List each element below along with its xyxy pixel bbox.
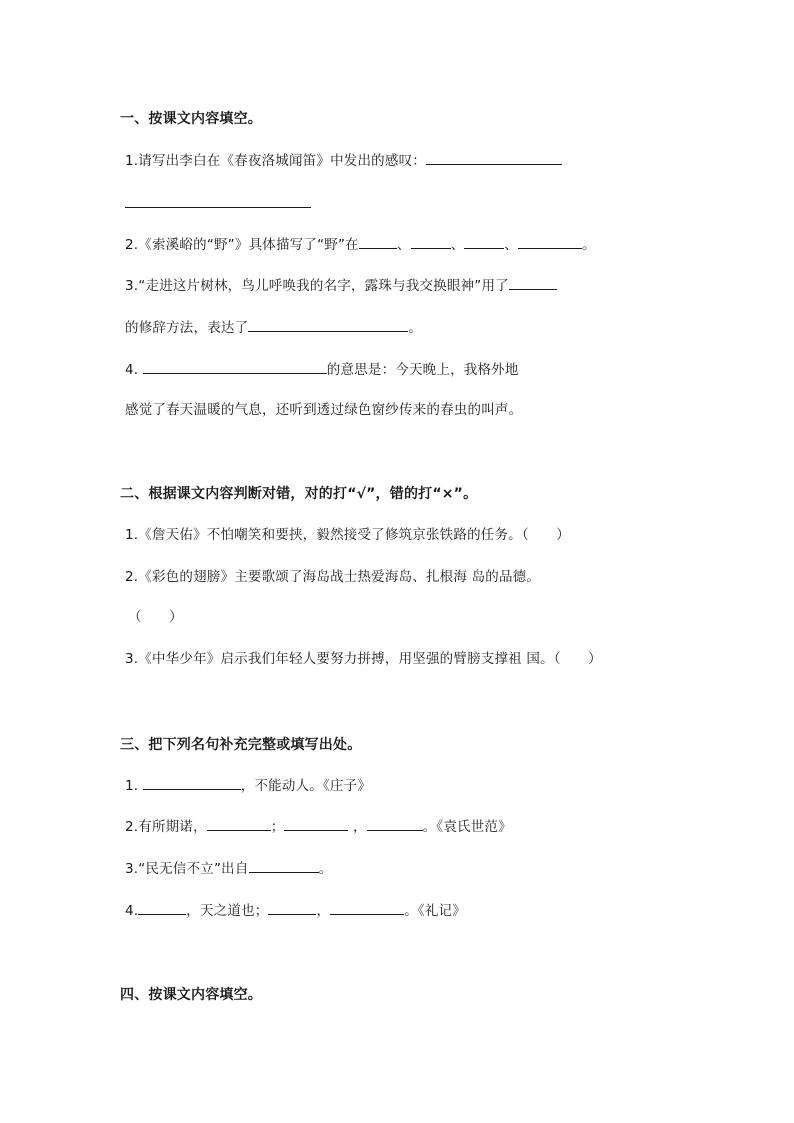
section3-heading: 三、把下列名句补充完整或填写出处。 [120, 737, 362, 753]
section1-q1 [125, 151, 562, 170]
answer-blank[interactable] [125, 207, 311, 208]
period: 。 [408, 320, 423, 336]
section2-q2: 2.《彩色的翅膀》主要歌颂了海岛战士热爱海岛、扎根海 岛的品德。 [125, 569, 541, 585]
answer-blank[interactable] [330, 901, 404, 915]
section2-heading: 二、根据课文内容判断对错，对的打“√”，错的打“×”。 [120, 486, 478, 502]
section3-q1-text: ，不能动人。《庄子》 [240, 778, 372, 794]
answer-blank[interactable] [268, 901, 316, 915]
answer-blank[interactable] [426, 151, 562, 165]
separator: 、 [396, 237, 411, 253]
answer-blank[interactable] [248, 318, 408, 332]
section1-q3-text: 3.“走进这片树林，鸟儿呼唤我的名字，露珠与我交换眼神”用了 [125, 278, 509, 294]
answer-blank[interactable] [464, 235, 504, 249]
section3-q3-text: 3.“民无信不立”出自 [125, 861, 249, 877]
section3-q4-text: ，天之道也； [186, 903, 269, 919]
section1-q2-text: 2.《索溪峪的“野”》具体描写了“野”在 [125, 237, 359, 253]
section3-q2-source: 。《袁氏世范》 [422, 819, 512, 835]
section4-heading: 四、按课文内容填空。 [120, 987, 262, 1003]
section1-q3-text2: 的修辞方法，表达了 [125, 320, 249, 336]
separator: 、 [504, 237, 518, 253]
answer-blank[interactable] [249, 859, 319, 873]
section3-q1 [125, 776, 371, 795]
section3-q2 [125, 817, 512, 836]
section1-q4-line2: 感觉了春天温暖的气息，还听到透过绿色窗纱传来的春虫的叫声。 [125, 402, 523, 418]
answer-blank[interactable] [143, 776, 241, 790]
question-number: 4. [125, 362, 143, 378]
period: 。 [318, 861, 333, 877]
section3-q4 [125, 901, 466, 920]
answer-blank[interactable] [518, 235, 582, 249]
section3-q2-text: 2.有所期诺， [125, 819, 207, 835]
separator: ， [316, 903, 331, 919]
separator: 、 [450, 237, 465, 253]
section1-q3-line2 [125, 318, 422, 337]
section2-q2-paren[interactable]: （ ） [128, 609, 183, 625]
section1-q2 [125, 235, 596, 254]
question-number: 4. [125, 903, 139, 919]
period: 。 [581, 237, 596, 253]
answer-blank[interactable] [367, 817, 423, 831]
answer-blank[interactable] [411, 235, 451, 249]
answer-blank[interactable] [207, 817, 271, 831]
answer-blank[interactable] [143, 360, 327, 374]
separator: ， [352, 819, 367, 835]
section3-q4-source: 。《礼记》 [404, 903, 466, 919]
answer-blank[interactable] [138, 901, 186, 915]
section2-q1: 1.《詹天佑》不怕嘲笑和要挟，毅然接受了修筑京张铁路的任务。（ ） [125, 527, 570, 543]
section2-q3: 3.《中华少年》启示我们年轻人要努力拼搏，用坚强的臂膀支撑祖 国。（ ） [125, 651, 602, 667]
section1-heading: 一、按课文内容填空。 [120, 111, 262, 127]
section1-q3 [125, 276, 557, 295]
answer-blank[interactable] [509, 276, 557, 290]
section1-q4-text: 的意思是：今天晚上，我格外地 [326, 362, 519, 378]
section1-q4 [125, 360, 519, 379]
section3-q3 [125, 859, 332, 878]
separator: ； [270, 819, 285, 835]
question-number: 1. [125, 778, 143, 794]
answer-blank[interactable] [359, 235, 397, 249]
answer-blank[interactable] [284, 817, 348, 831]
section1-q1-text: 1.请写出李白在《春夜洛城闻笛》中发出的感叹： [125, 153, 426, 169]
